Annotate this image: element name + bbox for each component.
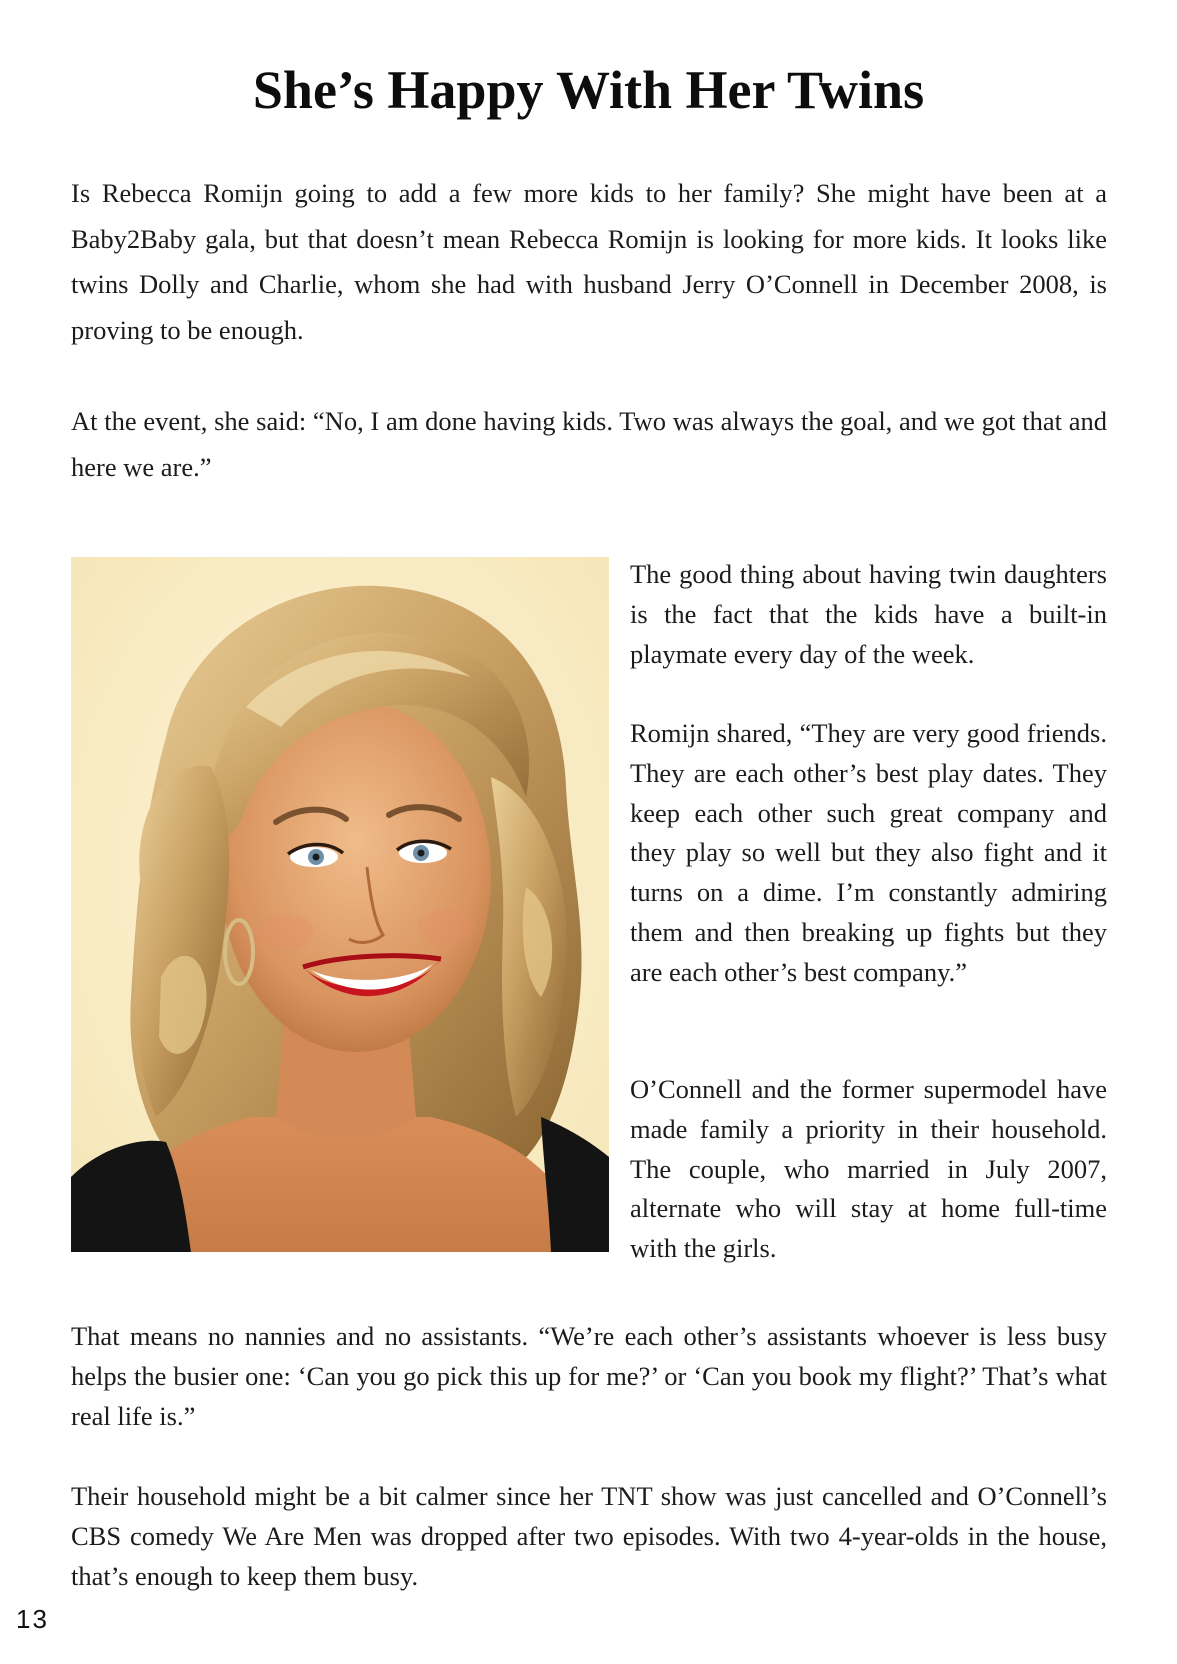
article-paragraph-twins: The good thing about having twin daughters is the fact that the kids have a built-in playmate every day of the week. bbox=[630, 559, 1107, 669]
portrait-photo bbox=[71, 557, 609, 1252]
article-paragraph-intro: Is Rebecca Romijn going to add a few more kids to her family? She might have been at a Baby2Baby gala, but that doesn’t mean Rebecca Romijn is looking for more kids. It looks like twins Dolly and Charlie, whom she had with husband Jerry O’Connell in December 2008, is proving to be enough. bbox=[71, 178, 1107, 345]
article-paragraph-family-priority: O’Connell and the former supermodel have made family a priority in their household. The couple, who married in July 2007, alternate who will stay at home full-time with the girls. bbox=[630, 1074, 1107, 1264]
article-title: She’s Happy With Her Twins bbox=[252, 60, 925, 120]
article-paragraph-assistants: That means no nannies and no assistants. “We’re each other’s assistants whoever is less busy helps the busier one: ‘Can you go pick this up for me?’ or ‘Can you book my flight?’ That’s what real life is.” bbox=[71, 1321, 1107, 1431]
article-paragraph-quote-event: At the event, she said: “No, I am done having kids. Two was always the goal, and we got that and here we are.” bbox=[71, 406, 1107, 482]
article-paragraph-household: Their household might be a bit calmer since her TNT show was just cancelled and O’Connell’s CBS comedy We Are Men was dropped after two episodes. With two 4-year-olds in the house, that’s enough to keep them busy. bbox=[71, 1481, 1107, 1591]
article-paragraph-romijn-quote: Romijn shared, “They are very good friends. They are each other’s best play dates. They keep each other such great company and they play so well but they also fight and it turns on a dime. I’m constantly admiring them and then breaking up fights but they are each other’s best company.” bbox=[630, 718, 1107, 987]
page-number: 13 bbox=[16, 1604, 49, 1634]
